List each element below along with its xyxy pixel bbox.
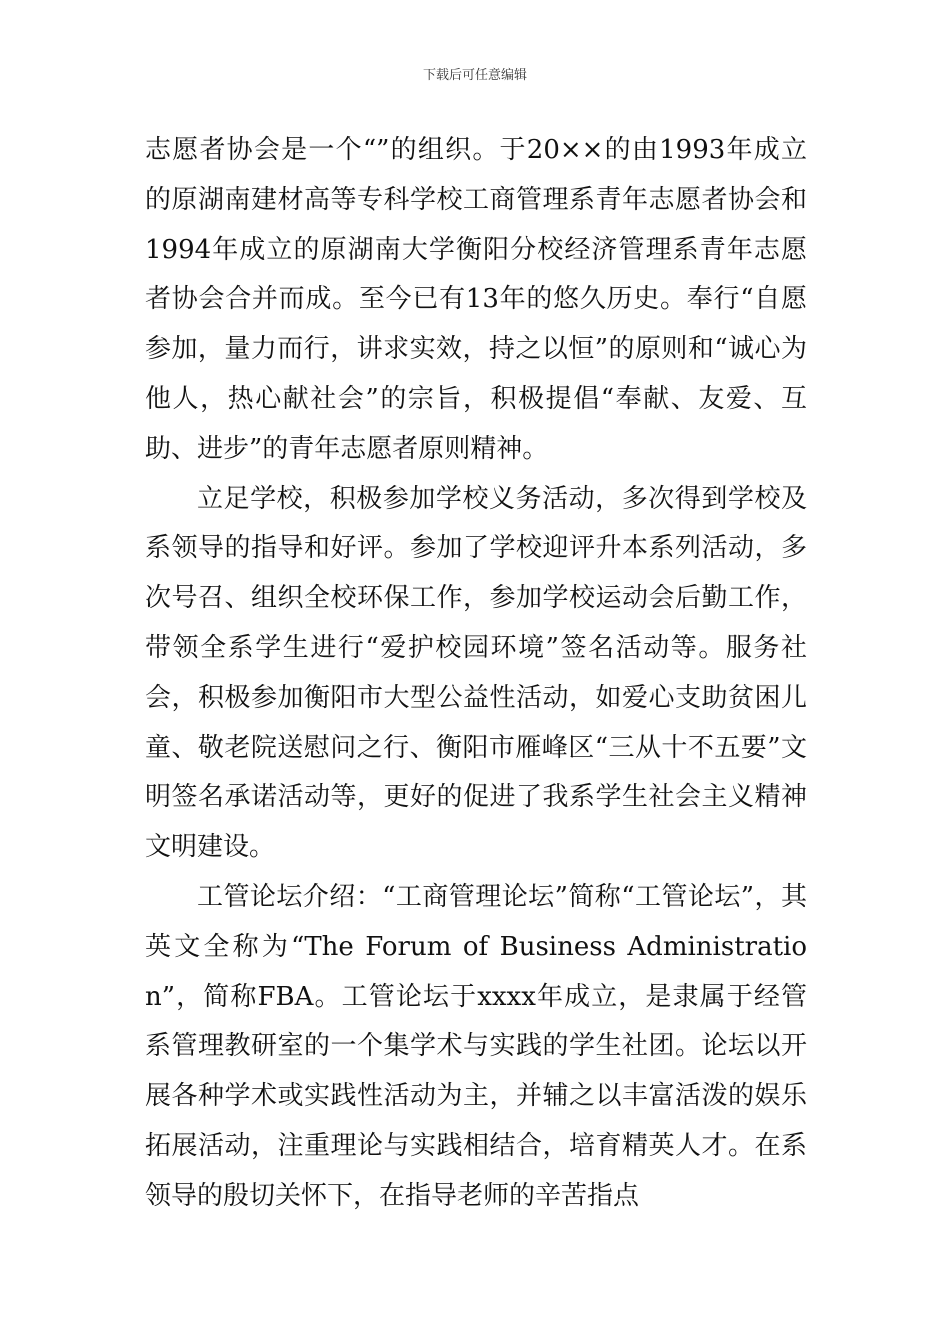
document-body	[145, 126, 807, 1222]
paragraph-volunteer-association: 志愿者协会是一个“”的组织。于20××的由1993年成立的原湖南建材高等专科学校工商管理系青年志愿者协会和1994年成立的原湖南大学衡阳分校经济管理系青年志愿者协会合并而成。至今已有13年的悠久历史。奉行“自愿参加，量力而行，讲求实效，持之以恒”的原则和“诚心为他人，热心献社会”的宗旨，积极提倡“奉献、友爱、互助、进步”的青年志愿者原则精神。	[145, 135, 807, 464]
paragraph-forum-introduction: 工管论坛介绍：“工商管理论坛”简称“工管论坛”，其英文全称为“The Forum of Business Administration”，简称FBA。工管论坛于xxxx年成立，是隶属于经管系管理教研室的一个集学术与实践的学生社团。论坛以开展各种学术或实践性活动为主，并辅之以丰富活泼的娱乐拓展活动，注重理论与实践相结合，培育精英人才。在系领导的殷切关怀下，在指导老师的辛苦指点	[145, 881, 807, 1211]
paragraph-school-activities: 立足学校，积极参加学校义务活动，多次得到学校及系领导的指导和好评。参加了学校迎评升本系列活动，多次号召、组织全校环保工作，参加学校运动会后勤工作，带领全系学生进行“爱护校园环境”签名活动等。服务社会，积极参加衡阳市大型公益性活动，如爱心支助贫困儿童、敬老院送慰问之行、衡阳市雁峰区“三从十不五要”文明签名承诺活动等，更好的促进了我系学生社会主义精神文明建设。	[145, 483, 807, 863]
page-header: 下载后可任意编辑	[422, 68, 527, 83]
